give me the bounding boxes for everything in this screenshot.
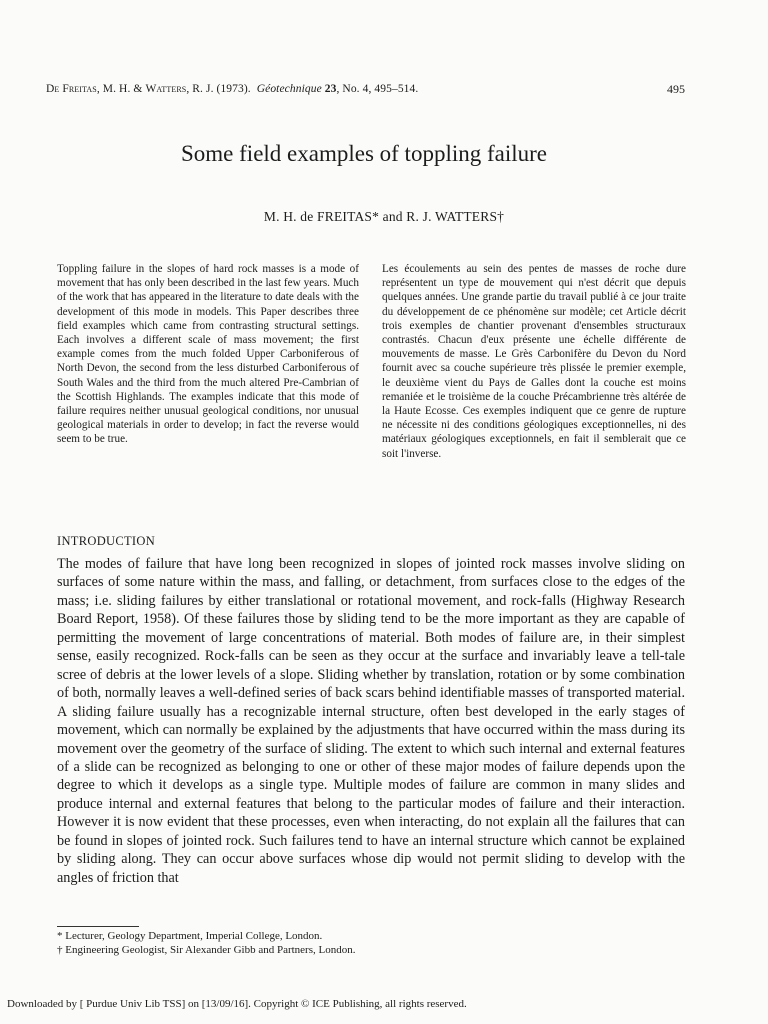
footnote-2: † Engineering Geologist, Sir Alexander Gibb and Partners, London. [57, 943, 356, 956]
section-heading: INTRODUCTION [57, 534, 156, 548]
header-citation: , R. J. (1973). [186, 83, 251, 95]
footnote-rule [57, 926, 139, 927]
running-header [46, 83, 686, 95]
footnote-1: * Lecturer, Geology Department, Imperial College, London. [57, 930, 323, 942]
issue-pages: , No. 4, 495–514. [336, 83, 419, 95]
paper-title: Some field examples of toppling failure [181, 141, 547, 166]
header-author-1: De Freitas [46, 83, 97, 95]
footnotes [57, 930, 677, 957]
header-author-2: Watters [145, 83, 187, 95]
journal-name: Géotechnique [256, 83, 322, 95]
paper-authors: M. H. de FREITAS* and R. J. WATTERS† [263, 209, 505, 224]
header-author-mid: , M. H. & [96, 83, 146, 95]
page-number: 495 [667, 82, 685, 96]
abstract-english: Toppling failure in the slopes of hard rock masses is a mode of movement that has only been described in the last few years. Much of the work that has appeared in the literature to date deals with the development of this mode in models. This Paper describes three field examples which came from contrasting structural settings. Each involves a different scale of mass movement; the first example comes from the much folded Upper Carboniferous of North Devon, the second from the less disturbed Carboniferous of South Wales and the third from the much altered Pre-Cambrian of the Scottish Highlands. The examples indicate that this mode of failure requires neither unusual geological conditions, nor unusual geological materials in order to develop; in fact the reverse would seem to be true. [57, 263, 359, 446]
abstract-french: Les écoulements au sein des pentes de masses de roche dure représentent un type de mouvement qui n'est décrit que depuis quelques années. Une grande partie du travail publié à ce jour traite du développement de ce phénomène sur modèle; cet Article décrit trois exemples de chantier provenant d'ensembles structuraux contrastés. Chacun d'eux présente une échelle différente de mouvements de masse. Le Grès Carbonifère du Devon du Nord fournit avec sa couche supérieure très plissée le premier exemple, le deuxième vient du Pays de Galles dont la couche est moins remaniée et le troisième de la couche Précambrienne très altérée de la Haute Ecosse. Ces exemples indiquent que ce genre de rupture ne nécessite ni des conditions géologiques exceptionnelles, ni des matériaux géologiques exceptionnels, en fait il semblerait que ce soit l'inverse. [382, 263, 686, 460]
download-notice: Downloaded by [ Purdue Univ Lib TSS] on [13/09/16]. Copyright © ICE Publishing, all rights reserved. [7, 998, 467, 1010]
introduction-text: The modes of failure that have long been recognized in slopes of jointed rock masses involve sliding on surfaces of some nature within the mass, and falling, or detachment, from surfaces close to the edges of the mass; i.e. sliding failures by either translational or rotational movement, and rock-falls (Highway Research Board Report, 1958). Of these failures those by sliding tend to be the more important as they are capable of permitting the movement of large concentrations of material. Both modes of failure are, in their simplest sense, easily recognized. Rock-falls can be seen as they occur at the surface and invariably leave a tell-tale scree of debris at the lower levels of a slope. Sliding whether by translation, rotation or by some combination of both, normally leaves a well-defined series of back scars behind identifiable masses of transported material. A sliding failure usually has a recognizable internal structure, often best developed in the early stages of movement, which can normally be explained by the adjustments that have occurred within the mass during its movement over the geometry of the surface of sliding. The extent to which such internal and external features of a slide can be recognized as belonging to one or other of these major modes of failure depends upon the degree to which it develops as a single type. Multiple modes of failure are common in many slides and produce internal and external features that belong to the particular modes of failure and their interaction. However it is now evident that these processes, even when interacting, do not explain all the failures that can be found in slopes of jointed rock. Such failures tend to have an internal structure which cannot be explained by sliding along. They can occur above surfaces whose dip would not permit sliding to develop with the angles of friction that [57, 556, 685, 886]
journal-volume: 23 [324, 83, 337, 95]
